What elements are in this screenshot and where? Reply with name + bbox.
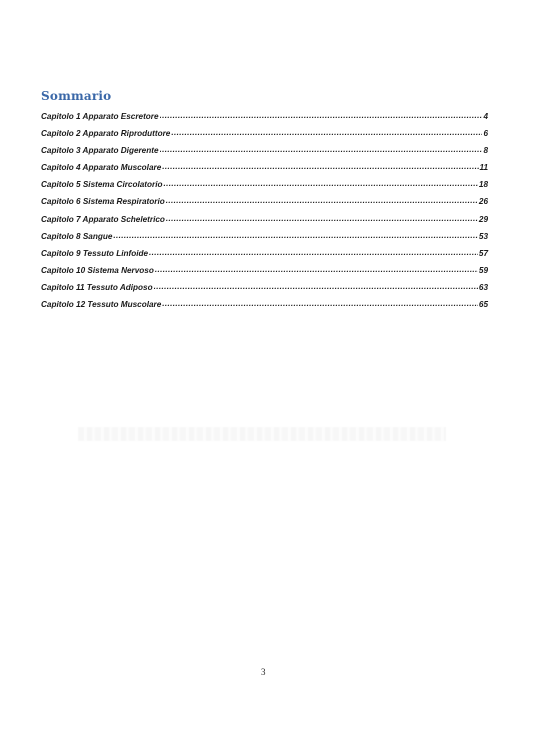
toc-entry-label: Capitolo 2 Apparato Riproduttore (41, 129, 171, 139)
toc-entry-page: 26 (478, 197, 488, 207)
toc-entry[interactable] (41, 230, 488, 247)
toc-entry-label: Capitolo 8 Sangue (41, 231, 113, 241)
toc-entry[interactable] (41, 127, 488, 144)
toc-entry[interactable] (41, 281, 488, 298)
toc-entry[interactable] (41, 195, 488, 212)
toc-entry-label: Capitolo 5 Sistema Circolatorio (41, 180, 163, 190)
toc-entry[interactable] (41, 247, 488, 264)
toc-dot-leader (163, 178, 477, 187)
toc-entry[interactable] (41, 161, 488, 178)
toc-entry-label: Capitolo 3 Apparato Digerente (41, 146, 159, 156)
toc-dot-leader (171, 127, 482, 136)
toc-entry-label: Capitolo 6 Sistema Respiratorio (41, 197, 165, 207)
toc-entry[interactable] (41, 264, 488, 281)
toc-dot-leader (160, 144, 483, 153)
toc-entry-label: Capitolo 10 Sistema Nervoso (41, 265, 154, 275)
faded-scan-artifact (78, 427, 446, 441)
toc-entry-label: Capitolo 7 Apparato Scheletrico (41, 214, 165, 224)
toc-entry-page: 18 (478, 180, 488, 190)
toc-dot-leader (166, 195, 478, 204)
toc-dot-leader (160, 110, 483, 119)
toc-entry-page: 29 (478, 214, 488, 224)
toc-entry-page: 4 (483, 112, 488, 121)
toc-list (41, 110, 488, 315)
toc-dot-leader (166, 213, 478, 222)
toc-entry-page: 59 (478, 265, 488, 275)
toc-entry[interactable] (41, 178, 488, 195)
toc-entry-page: 63 (478, 282, 488, 292)
toc-entry-page: 8 (483, 146, 488, 156)
toc-entry-page: 6 (483, 129, 488, 139)
toc-dot-leader (162, 161, 478, 170)
toc-entry-page: 57 (478, 248, 488, 258)
toc-dot-leader (113, 230, 477, 239)
toc-dot-leader (155, 264, 478, 273)
toc-entry-label: Capitolo 9 Tessuto Linfoide (41, 248, 149, 258)
toc-entry[interactable] (41, 144, 488, 161)
toc-entry-label: Capitolo 12 Tessuto Muscolare (41, 300, 162, 310)
toc-title: Sommario (41, 89, 112, 103)
toc-entry-label: Capitolo 1 Apparato Escretore (41, 112, 159, 121)
toc-entry-label: Capitolo 4 Apparato Muscolare (41, 163, 162, 173)
toc-entry-page: 53 (478, 231, 488, 241)
toc-dot-leader (162, 298, 478, 307)
page-number: 3 (261, 667, 266, 677)
toc-dot-leader (149, 247, 478, 256)
toc-entry[interactable] (41, 213, 488, 230)
toc-entry-label: Capitolo 11 Tessuto Adiposo (41, 282, 153, 292)
toc-entry-page: 65 (478, 300, 488, 310)
toc-entry[interactable] (41, 110, 488, 127)
toc-dot-leader (154, 281, 478, 290)
toc-entry-page: 11 (479, 163, 488, 173)
toc-entry[interactable] (41, 298, 488, 315)
